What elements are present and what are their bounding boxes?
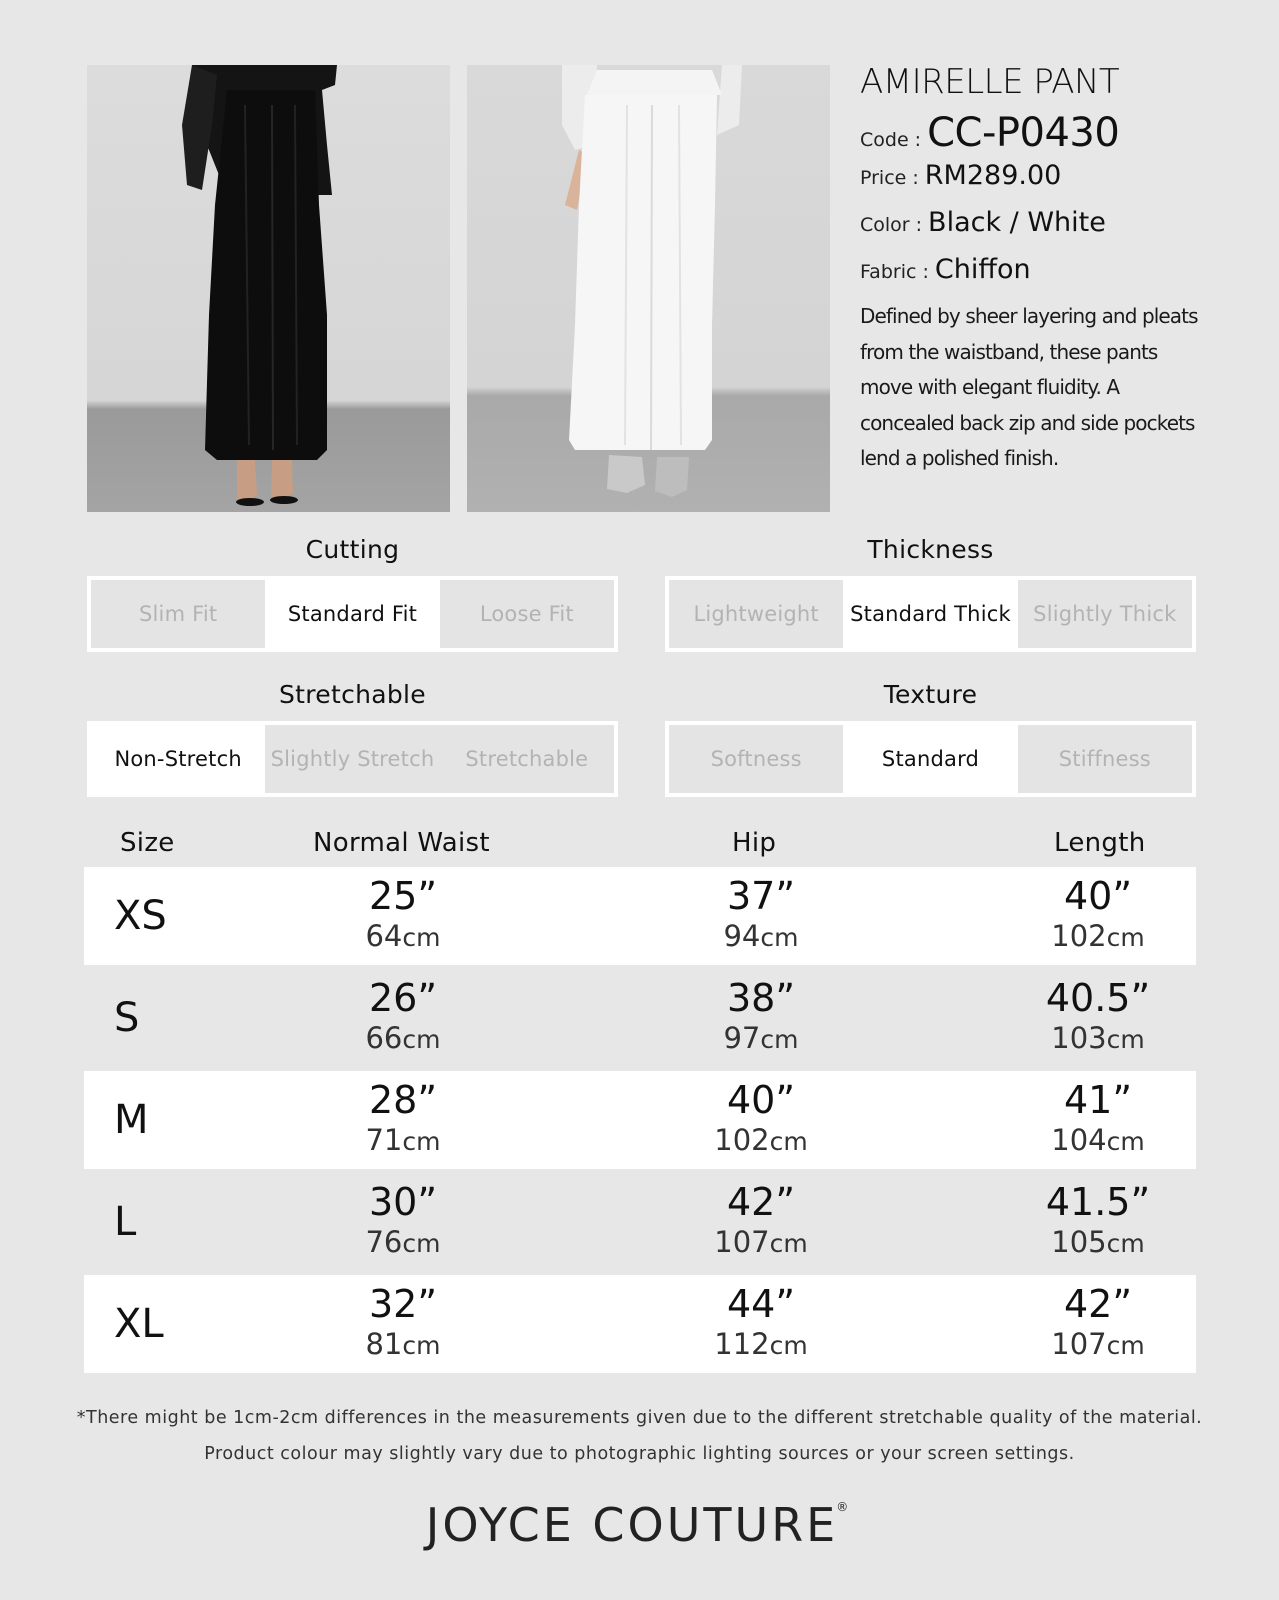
cutting-option: Loose Fit [440,580,614,648]
waist-cm: 76 [365,1225,403,1259]
length-inch: 40.5” [1045,976,1151,1020]
hip-cm: 97 [723,1021,761,1055]
waist-cm: 71 [365,1123,403,1157]
product-code: CC-P0430 [927,110,1120,156]
size-label: L [114,1199,137,1245]
product-photo-white [467,65,830,512]
cutting-title: Cutting [305,535,400,564]
color-label: Color : [860,214,923,236]
cm-unit: cm [1106,1025,1145,1054]
registered-mark: ® [836,1500,852,1514]
product-fabric: Chiffon [934,254,1031,285]
length-cm: 105 [1051,1225,1107,1259]
waist-cm: 81 [365,1327,403,1361]
waist-cell [303,875,503,957]
stretchable-option: Stretchable [440,725,614,793]
texture-scale [665,721,1196,797]
hip-inch: 42” [726,1180,796,1224]
thickness-option-selected: Standard Thick [843,580,1017,648]
product-code-row [860,110,1205,156]
length-cm: 107 [1051,1327,1107,1361]
length-cell [998,875,1198,957]
cm-unit: cm [402,1025,441,1054]
texture-option: Softness [669,725,843,793]
table-row [84,1071,1196,1169]
measurement-note: *There might be 1cm-2cm differences in the measurements given due to the different stretchable quality of the material. [76,1408,1203,1428]
product-color-row [860,207,1205,238]
size-label: S [114,995,140,1041]
hip-cm: 102 [714,1123,770,1157]
header-size: Size [120,828,175,858]
product-description: Defined by sheer layering and pleats from the waistband, these pants move with elegant fluidity. A concealed back zip and side pockets lend a polished finish. [860,304,1198,470]
waist-inch: 26” [368,976,438,1020]
product-info [860,60,1205,477]
brand-logo [0,1498,1279,1552]
fabric-label: Fabric : [860,261,929,283]
hip-cm: 112 [714,1327,770,1361]
table-row [84,1275,1196,1373]
length-cm: 104 [1051,1123,1107,1157]
table-row [84,1173,1196,1271]
hip-cell [661,1181,861,1263]
cm-unit: cm [402,1127,441,1156]
size-label: XS [114,893,167,939]
length-inch: 41” [1063,1078,1133,1122]
thickness-option: Slightly Thick [1018,580,1192,648]
cm-unit: cm [769,1331,808,1360]
cm-unit: cm [402,1229,441,1258]
hip-inch: 40” [726,1078,796,1122]
table-row [84,969,1196,1067]
brand-name: JOYCE COUTURE [425,1498,839,1552]
cm-unit: cm [769,1229,808,1258]
stretchable-title: Stretchable [279,680,426,709]
table-row [84,867,1196,965]
hip-cell [661,875,861,957]
product-color: Black / White [928,207,1106,238]
colour-note: Product colour may slightly vary due to photographic lighting sources or your screen settings. [204,1444,1075,1464]
length-inch: 42” [1063,1282,1133,1326]
waist-cell [303,1079,503,1161]
hip-inch: 44” [726,1282,796,1326]
hip-inch: 37” [726,874,796,918]
product-fabric-row [860,254,1205,285]
waist-cell [303,1283,503,1365]
length-cm: 103 [1051,1021,1107,1055]
waist-cell [303,1181,503,1263]
waist-inch: 28” [368,1078,438,1122]
waist-cell [303,977,503,1059]
cutting-scale [87,576,618,652]
stretchable-option: Slightly Stretch [265,725,439,793]
cutting-option-selected: Standard Fit [265,580,439,648]
length-cell [998,1079,1198,1161]
header-hip: Hip [732,828,777,858]
waist-inch: 25” [368,874,438,918]
cm-unit: cm [1106,923,1145,952]
price-label: Price : [860,167,919,189]
hip-cell [661,1283,861,1365]
product-name: AMIRELLE PANT [860,62,1120,102]
cm-unit: cm [402,1331,441,1360]
hip-cell [661,977,861,1059]
stretchable-option-selected: Non-Stretch [91,725,265,793]
product-photo-black [87,65,450,512]
waist-cm: 64 [365,919,403,953]
cm-unit: cm [1106,1229,1145,1258]
thickness-title: Thickness [867,535,994,564]
cm-unit: cm [1106,1127,1145,1156]
cm-unit: cm [760,1025,799,1054]
cm-unit: cm [760,923,799,952]
length-cm: 102 [1051,919,1107,953]
cm-unit: cm [1106,1331,1145,1360]
length-cell [998,977,1198,1059]
waist-inch: 32” [368,1282,438,1326]
header-waist: Normal Waist [313,828,490,858]
length-inch: 41.5” [1045,1180,1151,1224]
hip-cm: 107 [714,1225,770,1259]
cutting-option: Slim Fit [91,580,265,648]
hip-cell [661,1079,861,1161]
cm-unit: cm [769,1127,808,1156]
code-label: Code : [860,129,922,151]
length-cell [998,1181,1198,1263]
length-cell [998,1283,1198,1365]
header-length: Length [1054,828,1146,858]
product-price: RM289.00 [924,160,1062,191]
thickness-scale [665,576,1196,652]
length-inch: 40” [1063,874,1133,918]
product-price-row [860,160,1205,191]
texture-option-selected: Standard [843,725,1017,793]
texture-title: Texture [883,680,978,709]
thickness-option: Lightweight [669,580,843,648]
texture-option: Stiffness [1018,725,1192,793]
size-label: M [114,1097,149,1143]
waist-inch: 30” [368,1180,438,1224]
size-label: XL [114,1301,164,1347]
hip-inch: 38” [726,976,796,1020]
waist-cm: 66 [365,1021,403,1055]
hip-cm: 94 [723,919,761,953]
cm-unit: cm [402,923,441,952]
stretchable-scale [87,721,618,797]
